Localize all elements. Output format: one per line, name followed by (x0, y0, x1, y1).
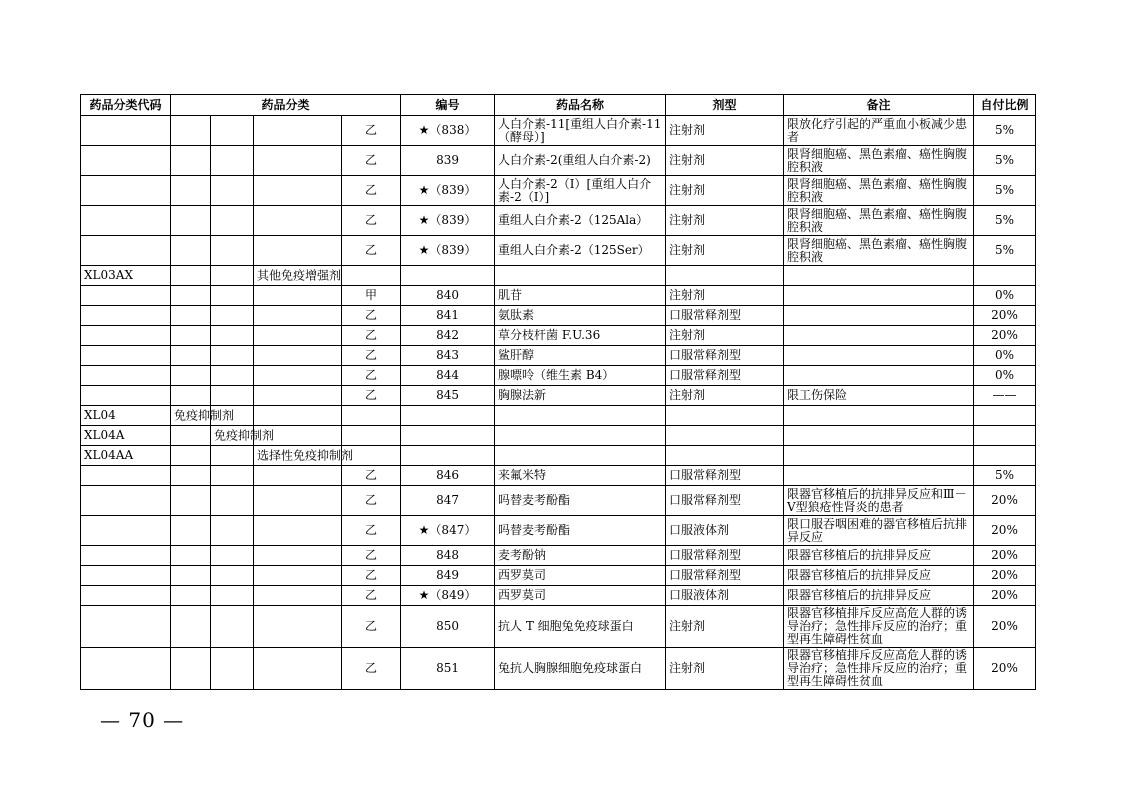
category-level3-cell (254, 546, 342, 566)
drug-name-cell: 吗替麦考酚酯 (495, 486, 666, 516)
table-row (81, 266, 1036, 286)
category-level3-cell (254, 176, 342, 206)
drug-name-cell (495, 426, 666, 446)
category-level3-cell (254, 566, 342, 586)
category-level3-cell (254, 386, 342, 406)
category-level2-cell (211, 426, 275, 446)
category-level1-cell (171, 346, 211, 366)
remark-cell (784, 446, 974, 466)
level-cell: 乙 (342, 386, 401, 406)
code-cell (81, 146, 171, 176)
ratio-cell: 20% (974, 486, 1036, 516)
remark-cell: 限器官移植排斥反应高危人群的诱导治疗；急性排斥反应的治疗；重型再生障碍性贫血 (784, 606, 974, 648)
table-row (81, 566, 1036, 586)
drug-catalog-table (80, 94, 1036, 690)
table-row (81, 366, 1036, 386)
dosage-form-cell: 注射剂 (666, 176, 784, 206)
remark-cell (784, 346, 974, 366)
dosage-form-cell: 口服液体剂 (666, 516, 784, 546)
number-cell: 844 (401, 366, 495, 386)
number-cell (401, 406, 495, 426)
category-level2-cell (211, 606, 254, 648)
table-row (81, 446, 1036, 466)
drug-name-cell (495, 266, 666, 286)
table-row (81, 236, 1036, 266)
category-level2-cell (211, 266, 254, 286)
remark-cell (784, 326, 974, 346)
code-cell (81, 346, 171, 366)
level-cell: 甲 (342, 286, 401, 306)
drug-name-cell: 抗人 T 细胞兔免疫球蛋白 (495, 606, 666, 648)
category-label: 其他免疫增强剂 (257, 268, 342, 282)
table-row (81, 516, 1036, 546)
code-cell (81, 606, 171, 648)
code-cell (81, 116, 171, 146)
table-row (81, 116, 1036, 146)
table-row (81, 286, 1036, 306)
category-level1-cell (171, 206, 211, 236)
dosage-form-cell: 注射剂 (666, 206, 784, 236)
code-cell (81, 466, 171, 486)
dosage-form-cell: 口服常释剂型 (666, 366, 784, 386)
header-remark: 备注 (784, 95, 974, 116)
category-level2-cell (211, 116, 254, 146)
category-level3-cell (254, 366, 342, 386)
dosage-form-cell: 注射剂 (666, 146, 784, 176)
remark-cell: 限口服吞咽困难的器官移植后抗排异反应 (784, 516, 974, 546)
ratio-cell: 20% (974, 306, 1036, 326)
drug-name-cell (495, 406, 666, 426)
drug-name-cell: 西罗莫司 (495, 586, 666, 606)
category-level1-cell (171, 546, 211, 566)
category-level2-cell (211, 566, 254, 586)
table-row (81, 546, 1036, 566)
ratio-cell (974, 266, 1036, 286)
category-level2-cell (211, 466, 254, 486)
code-cell (81, 648, 171, 690)
category-level3-cell (254, 326, 342, 346)
category-level1-cell (171, 516, 211, 546)
level-cell: 乙 (342, 236, 401, 266)
category-level3-cell (254, 306, 342, 326)
category-level1-cell (171, 466, 211, 486)
remark-cell (784, 466, 974, 486)
code-cell: XL04A (81, 426, 171, 446)
category-level1-cell (171, 266, 211, 286)
drug-name-cell: 草分枝杆菌 F.U.36 (495, 326, 666, 346)
category-level3-cell (254, 116, 342, 146)
drug-name-cell: 肌苷 (495, 286, 666, 306)
level-cell: 乙 (342, 486, 401, 516)
number-cell: ★（847） (401, 516, 495, 546)
category-level2-cell (211, 486, 254, 516)
category-level1-cell (171, 446, 211, 466)
ratio-cell: 5% (974, 146, 1036, 176)
remark-cell: 限肾细胞癌、黑色素瘤、癌性胸腹腔积液 (784, 236, 974, 266)
remark-cell (784, 406, 974, 426)
drug-name-cell: 人白介素-2(重组人白介素-2) (495, 146, 666, 176)
code-cell (81, 306, 171, 326)
drug-name-cell: 重组人白介素-2（125Ser） (495, 236, 666, 266)
category-level2-cell (211, 446, 254, 466)
category-level1-cell (171, 386, 211, 406)
table-row (81, 586, 1036, 606)
category-level3-cell (254, 648, 342, 690)
category-level3-cell (254, 586, 342, 606)
category-label: 免疫抑制剂 (174, 408, 235, 422)
dosage-form-cell: 注射剂 (666, 116, 784, 146)
code-cell (81, 386, 171, 406)
number-cell: ★（839） (401, 206, 495, 236)
category-level2-cell (211, 586, 254, 606)
drug-name-cell: 鲨肝醇 (495, 346, 666, 366)
table-row (81, 466, 1036, 486)
number-cell: ★（839） (401, 236, 495, 266)
number-cell (401, 446, 495, 466)
code-cell (81, 236, 171, 266)
dosage-form-cell: 口服常释剂型 (666, 566, 784, 586)
remark-cell: 限放化疗引起的严重血小板减少患者 (784, 116, 974, 146)
remark-cell: 限器官移植后的抗排异反应和Ⅲ－Ⅴ型狼疮性肾炎的患者 (784, 486, 974, 516)
category-level1-cell (171, 116, 211, 146)
dosage-form-cell: 口服常释剂型 (666, 306, 784, 326)
remark-cell (784, 266, 974, 286)
table-row (81, 648, 1036, 690)
number-cell: 841 (401, 306, 495, 326)
drug-name-cell: 人白介素-2（Ⅰ）[重组人白介素-2（Ⅰ）] (495, 176, 666, 206)
dosage-form-cell (666, 426, 784, 446)
code-cell (81, 286, 171, 306)
number-cell: 846 (401, 466, 495, 486)
ratio-cell: —— (974, 386, 1036, 406)
code-cell: XL04AA (81, 446, 171, 466)
ratio-cell: 5% (974, 176, 1036, 206)
remark-cell: 限肾细胞癌、黑色素瘤、癌性胸腹腔积液 (784, 206, 974, 236)
table-row (81, 386, 1036, 406)
code-cell (81, 486, 171, 516)
dosage-form-cell: 口服液体剂 (666, 586, 784, 606)
dosage-form-cell (666, 406, 784, 426)
category-level1-cell (171, 566, 211, 586)
remark-cell (784, 426, 974, 446)
category-level2-cell (211, 346, 254, 366)
dosage-form-cell: 注射剂 (666, 326, 784, 346)
dosage-form-cell (666, 266, 784, 286)
drug-name-cell: 来氟米特 (495, 466, 666, 486)
category-level3-cell (254, 206, 342, 236)
level-cell: 乙 (342, 366, 401, 386)
drug-name-cell: 重组人白介素-2（125Ala） (495, 206, 666, 236)
number-cell (401, 266, 495, 286)
number-cell: 842 (401, 326, 495, 346)
category-level3-cell (254, 266, 342, 286)
level-cell: 乙 (342, 546, 401, 566)
remark-cell (784, 366, 974, 386)
code-cell (81, 546, 171, 566)
level-cell: 乙 (342, 146, 401, 176)
code-cell (81, 326, 171, 346)
category-level1-cell (171, 426, 211, 446)
category-level3-cell (254, 236, 342, 266)
level-cell: 乙 (342, 516, 401, 546)
table-row (81, 486, 1036, 516)
category-level3-cell (254, 516, 342, 546)
code-cell (81, 366, 171, 386)
category-level2-cell (211, 326, 254, 346)
number-cell: 849 (401, 566, 495, 586)
drug-name-cell: 西罗莫司 (495, 566, 666, 586)
table-row (81, 426, 1036, 446)
category-level1-cell (171, 326, 211, 346)
category-level2-cell (211, 366, 254, 386)
category-level1-cell (171, 146, 211, 176)
dosage-form-cell: 口服常释剂型 (666, 546, 784, 566)
category-level2-cell (211, 516, 254, 546)
category-level2-cell (211, 386, 254, 406)
drug-name-cell: 吗替麦考酚酯 (495, 516, 666, 546)
category-level1-cell (171, 648, 211, 690)
drug-name-cell (495, 446, 666, 466)
level-cell (342, 266, 401, 286)
level-cell: 乙 (342, 206, 401, 236)
level-cell: 乙 (342, 606, 401, 648)
category-level2-cell (211, 176, 254, 206)
header-number: 编号 (401, 95, 495, 116)
category-level3-cell (254, 606, 342, 648)
remark-cell: 限工伤保险 (784, 386, 974, 406)
category-level3-cell (254, 286, 342, 306)
code-cell (81, 566, 171, 586)
category-level1-cell (171, 176, 211, 206)
number-cell: ★（839） (401, 176, 495, 206)
drug-name-cell: 胸腺法新 (495, 386, 666, 406)
ratio-cell: 20% (974, 648, 1036, 690)
dosage-form-cell: 注射剂 (666, 286, 784, 306)
category-level2-cell (211, 236, 254, 266)
dosage-form-cell: 注射剂 (666, 236, 784, 266)
drug-name-cell: 兔抗人胸腺细胞免疫球蛋白 (495, 648, 666, 690)
ratio-cell (974, 446, 1036, 466)
level-cell: 乙 (342, 346, 401, 366)
category-level2-cell (211, 146, 254, 176)
category-level3-cell (254, 346, 342, 366)
header-name: 药品名称 (495, 95, 666, 116)
code-cell: XL04 (81, 406, 171, 426)
level-cell (342, 426, 401, 446)
drug-name-cell: 人白介素-11[重组人白介素-11（酵母）] (495, 116, 666, 146)
category-level3-cell (254, 486, 342, 516)
ratio-cell (974, 426, 1036, 446)
number-cell: 843 (401, 346, 495, 366)
remark-cell: 限器官移植后的抗排异反应 (784, 566, 974, 586)
level-cell: 乙 (342, 566, 401, 586)
dosage-form-cell (666, 446, 784, 466)
category-level3-cell (254, 146, 342, 176)
category-level2-cell (211, 306, 254, 326)
level-cell: 乙 (342, 586, 401, 606)
category-label: 免疫抑制剂 (214, 428, 275, 442)
remark-cell: 限器官移植排斥反应高危人群的诱导治疗；急性排斥反应的治疗；重型再生障碍性贫血 (784, 648, 974, 690)
table-body (81, 116, 1036, 690)
number-cell: 840 (401, 286, 495, 306)
table-row (81, 176, 1036, 206)
dosage-form-cell: 口服常释剂型 (666, 466, 784, 486)
table-row (81, 146, 1036, 176)
ratio-cell: 20% (974, 326, 1036, 346)
category-level1-cell (171, 406, 235, 426)
category-level2-cell (211, 648, 254, 690)
ratio-cell: 5% (974, 466, 1036, 486)
category-label: 选择性免疫抑制剂 (257, 448, 354, 462)
drug-name-cell: 麦考酚钠 (495, 546, 666, 566)
code-cell (81, 206, 171, 236)
number-cell: 850 (401, 606, 495, 648)
category-level3-cell (254, 406, 342, 426)
number-cell: 848 (401, 546, 495, 566)
remark-cell (784, 286, 974, 306)
level-cell: 乙 (342, 116, 401, 146)
ratio-cell: 20% (974, 586, 1036, 606)
category-level3-cell (254, 466, 342, 486)
level-cell (342, 406, 401, 426)
code-cell (81, 516, 171, 546)
dosage-form-cell: 口服常释剂型 (666, 486, 784, 516)
table-row (81, 326, 1036, 346)
level-cell: 乙 (342, 326, 401, 346)
category-level2-cell (211, 546, 254, 566)
drug-name-cell: 氨肽素 (495, 306, 666, 326)
header-category: 药品分类 (171, 95, 401, 116)
drug-name-cell: 腺嘌呤（维生素 B4） (495, 366, 666, 386)
table-row (81, 306, 1036, 326)
category-level1-cell (171, 486, 211, 516)
category-level1-cell (171, 606, 211, 648)
number-cell: 845 (401, 386, 495, 406)
remark-cell: 限肾细胞癌、黑色素瘤、癌性胸腹腔积液 (784, 146, 974, 176)
ratio-cell: 20% (974, 546, 1036, 566)
ratio-cell: 0% (974, 346, 1036, 366)
dosage-form-cell: 口服常释剂型 (666, 346, 784, 366)
dosage-form-cell: 注射剂 (666, 648, 784, 690)
level-cell: 乙 (342, 648, 401, 690)
table-row (81, 606, 1036, 648)
dosage-form-cell: 注射剂 (666, 606, 784, 648)
ratio-cell: 0% (974, 286, 1036, 306)
code-cell: XL03AX (81, 266, 171, 286)
table-row (81, 346, 1036, 366)
number-cell: 847 (401, 486, 495, 516)
remark-cell: 限器官移植后的抗排异反应 (784, 546, 974, 566)
ratio-cell: 5% (974, 206, 1036, 236)
table-row (81, 206, 1036, 236)
category-level1-cell (171, 306, 211, 326)
header-form: 剂型 (666, 95, 784, 116)
category-level3-cell (254, 446, 354, 466)
number-cell: 851 (401, 648, 495, 690)
category-level1-cell (171, 586, 211, 606)
ratio-cell: 20% (974, 606, 1036, 648)
header-ratio: 自付比例 (974, 95, 1036, 116)
level-cell: 乙 (342, 466, 401, 486)
ratio-cell: 5% (974, 236, 1036, 266)
category-level1-cell (171, 366, 211, 386)
number-cell: ★（838） (401, 116, 495, 146)
remark-cell: 限肾细胞癌、黑色素瘤、癌性胸腹腔积液 (784, 176, 974, 206)
page-number: — 70 — (100, 708, 185, 732)
ratio-cell: 5% (974, 116, 1036, 146)
category-level2-cell (211, 206, 254, 236)
number-cell (401, 426, 495, 446)
level-cell: 乙 (342, 176, 401, 206)
category-level1-cell (171, 236, 211, 266)
level-cell: 乙 (342, 306, 401, 326)
ratio-cell: 0% (974, 366, 1036, 386)
code-cell (81, 586, 171, 606)
remark-cell: 限器官移植后的抗排异反应 (784, 586, 974, 606)
table-header-row (81, 95, 1036, 116)
ratio-cell (974, 406, 1036, 426)
ratio-cell: 20% (974, 516, 1036, 546)
remark-cell (784, 306, 974, 326)
ratio-cell: 20% (974, 566, 1036, 586)
number-cell: ★（849） (401, 586, 495, 606)
header-code: 药品分类代码 (81, 95, 171, 116)
category-level2-cell (211, 286, 254, 306)
table-row (81, 406, 1036, 426)
dosage-form-cell: 注射剂 (666, 386, 784, 406)
number-cell: 839 (401, 146, 495, 176)
category-level1-cell (171, 286, 211, 306)
code-cell (81, 176, 171, 206)
